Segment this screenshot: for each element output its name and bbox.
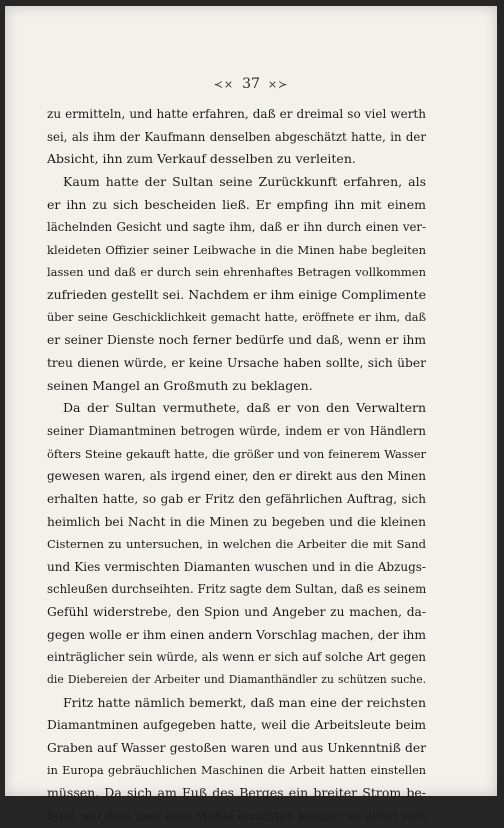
text-line: zufrieden gestellt sei. Nachdem er ihm einige Complimente <box>47 287 426 303</box>
text-line: heimlich bei Nacht in die Minen zu begeben und die kleinen <box>47 514 426 529</box>
text-line: seiner Diamantminen betrogen würde, indem er von Händlern <box>47 423 426 438</box>
text-line: gegen wolle er ihm einen andern Vorschlag machen, der ihm <box>47 627 426 642</box>
text-line: Da der Sultan vermuthete, daß er von den Verwaltern <box>63 400 426 416</box>
text-line: Graben auf Wasser gestoßen waren und aus Unkenntniß der <box>47 740 426 755</box>
text-line: lächelnden Gesicht und sagte ihm, daß er ihn durch einen ver- <box>47 220 426 235</box>
text-line: treu dienen würde, er keine Ursache haben sollte, sich über <box>47 356 426 371</box>
text-line: seinen Mangel an Großmuth zu beklagen. <box>47 377 313 393</box>
text-line: er ihn zu sich bescheiden ließ. Er empfing ihn mit einem <box>47 196 426 212</box>
text-line: Absicht, ihn zum Verkauf desselben zu verleiten. <box>47 151 356 167</box>
text-line: er seiner Dienste noch ferner bedürfe und daß, wenn er ihm <box>47 333 426 348</box>
page-header <box>5 76 497 92</box>
text-line: lassen und daß er durch sein ehrenhaftes Betragen vollkommen <box>47 265 426 280</box>
text-line: Kaum hatte der Sultan seine Zurückkunft erfahren, als <box>63 173 426 189</box>
text-line: die Diebereien der Arbeiter und Diamanthändler zu schützen suche. <box>47 673 426 687</box>
text-line: kleideten Offizier seiner Leibwache in die Minen habe begleiten <box>47 242 426 257</box>
ornament-left: ≺× <box>213 78 235 91</box>
text-line: müssen. Da sich am Fuß des Berges ein breiter Strom be- <box>47 785 426 801</box>
text-line: Gefühl widerstrebe, den Spion und Angeber zu machen, da- <box>47 605 426 620</box>
text-line: fand, auf dem man eine Mühle errichten konnte, so erbot sich <box>47 808 426 823</box>
body-text <box>47 103 426 828</box>
text-line: Diamantminen aufgegeben hatte, weil die Arbeitsleute beim <box>47 718 426 733</box>
text-line: Fritz hatte nämlich bemerkt, daß man eine der reichsten <box>63 694 426 710</box>
text-line: sei, als ihm der Kaufmann denselben abgeschätzt hatte, in der <box>47 129 426 144</box>
text-line: erhalten hatte, so gab er Fritz den gefährlichen Auftrag, sich <box>47 491 426 506</box>
text-line: über seine Geschicklichkeit gemacht hatte, eröffnete er ihm, daß <box>47 310 426 324</box>
text-line: Cisternen zu untersuchen, in welchen die Arbeiter die mit Sand <box>47 537 426 552</box>
text-line: in Europa gebräuchlichen Maschinen die Arbeit hatten einstellen <box>47 763 426 777</box>
text-line: einträglicher sein würde, als wenn er sich auf solche Art gegen <box>47 650 426 665</box>
text-line: zu ermitteln, und hatte erfahren, daß er dreimal so viel werth <box>47 107 426 121</box>
text-line: gewesen waren, als irgend einer, den er direkt aus den Minen <box>47 469 426 484</box>
text-line: schleußen durchseihten. Fritz sagte dem Sultan, daß es seinem <box>47 582 427 597</box>
text-line: und Kies vermischten Diamanten wuschen und in die Abzugs- <box>47 559 426 574</box>
book-page <box>5 6 497 823</box>
page-number: 37 <box>242 76 260 92</box>
text-line: öfters Steine gekauft hatte, die größer und von feinerem Wasser <box>47 446 426 461</box>
ornament-right: ×≻ <box>267 78 289 91</box>
